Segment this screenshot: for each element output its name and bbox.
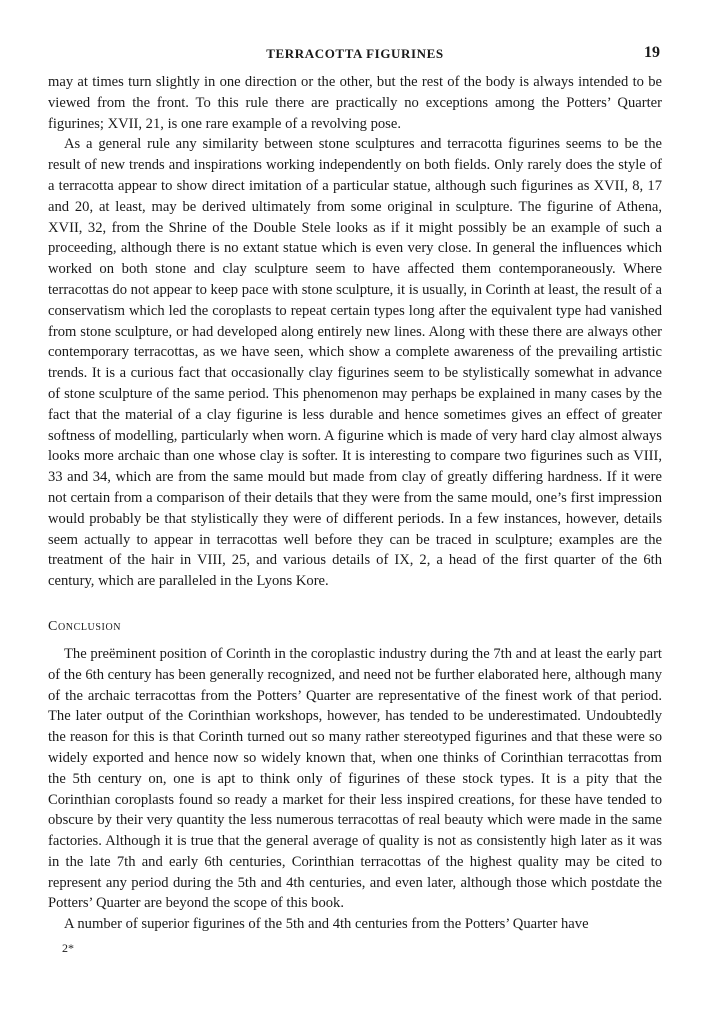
- page-number: 19: [644, 44, 660, 61]
- signature-mark: 2*: [62, 941, 74, 956]
- paragraph-stone-and-terracotta: As a general rule any similarity between stone sculptures and terracotta figurines seems to be the result of new trends and inspirations working independently on both fields. Only rarely does the style of a terracotta appear to show direct imitation of a particular statue, although such figurines as XVII, 8, 17 and 20, at least, may be derived ultimately from some original in sculpture. The figurine of Athena, XVII, 32, from the Shrine of the Double Stele looks as if it might possibly be an example of such a proceeding, although there is no extant statue which is even very close. In general the influences which worked on both stone and clay sculpture seem to have affected them contemporaneously. Where terracottas do not appear to keep pace with stone sculpture, it is usually, in Corinth at least, the result of a conservatism which led the coroplasts to repeat certain types long after the equivalent type had vanished from stone sculpture, or had developed along entirely new lines. Along with these there are always other contemporary terracottas, as we have seen, which show a complete awareness of the prevailing artistic trends. It is a curious fact that occasionally clay figurines seem to be stylistically somewhat in advance of stone sculpture of the same period. This phenomenon may perhaps be explained in many cases by the fact that the material of a clay figurine is less durable and hence sometimes gives an effect of greater softness of modelling, particularly when worn. A figurine which is made of very hard clay almost always looks more archaic than one whose clay is softer. It is interesting to compare two figurines such as VIII, 33 and 34, which are from the same mould but made from clay of greatly differing hardness. If it were not certain from a comparison of their details that they were from the same mould, one’s first impression would probably be that stylistically they were of different periods. In a few instances, however, details seem actually to appear in terracottas well before they can be traced in sculpture; examples are the treatment of the hair in VIII, 25, and various details of IX, 2, a head of the first quarter of the 6th century, which are paralleled in the Lyons Kore.: [48, 136, 662, 590]
- body-text-top: [48, 72, 662, 592]
- running-head: [48, 44, 662, 66]
- section-heading-conclusion: Conclusion: [48, 618, 122, 634]
- paragraph-conclusion-2: A number of superior figurines of the 5th and 4th centuries from the Potters’ Quarter have: [64, 916, 589, 933]
- running-title: TERRACOTTA FIGURINES: [266, 46, 444, 61]
- paragraph-conclusion-1: The preëminent position of Corinth in the coroplastic industry during the 7th and at least the early part of the 6th century has been generally recognized, and need not be further elaborated here, although many of the archaic terracottas from the Potters’ Quarter are representative of the finest work of that period. The later output of the Corinthian workshops, however, has tended to be underestimated. Undoubtedly the reason for this is that Corinth turned out so many rather stereotyped figurines and that these were so widely exported and hence now so widely known that, when one thinks of Corinthian terracottas from the 5th century on, one is apt to think only of figurines of these stock types. It is a pity that the Corinthian coroplasts found so ready a market for their less inspired creations, for these have tended to obscure by their very quantity the less numerous terracottas of real beauty which were made in the same factories. Although it is true that the general average of quality is not as consistently high later as it was in the late 7th and early 6th centuries, Corinthian terracottas of the highest quality may be cited to represent any period during the 5th and 4th centuries, and even later, although those which postdate the Potters’ Quarter are beyond the scope of this book.: [48, 645, 662, 912]
- paragraph-continued: may at times turn slightly in one direction or the other, but the rest of the body is always intended to be viewed from the front. To this rule there are practically no exceptions among the Potters’ Quarter figurines; XVII, 21, is one rare example of a revolving pose.: [48, 74, 662, 132]
- body-text-conclusion: [48, 644, 662, 935]
- document-page: [48, 44, 662, 956]
